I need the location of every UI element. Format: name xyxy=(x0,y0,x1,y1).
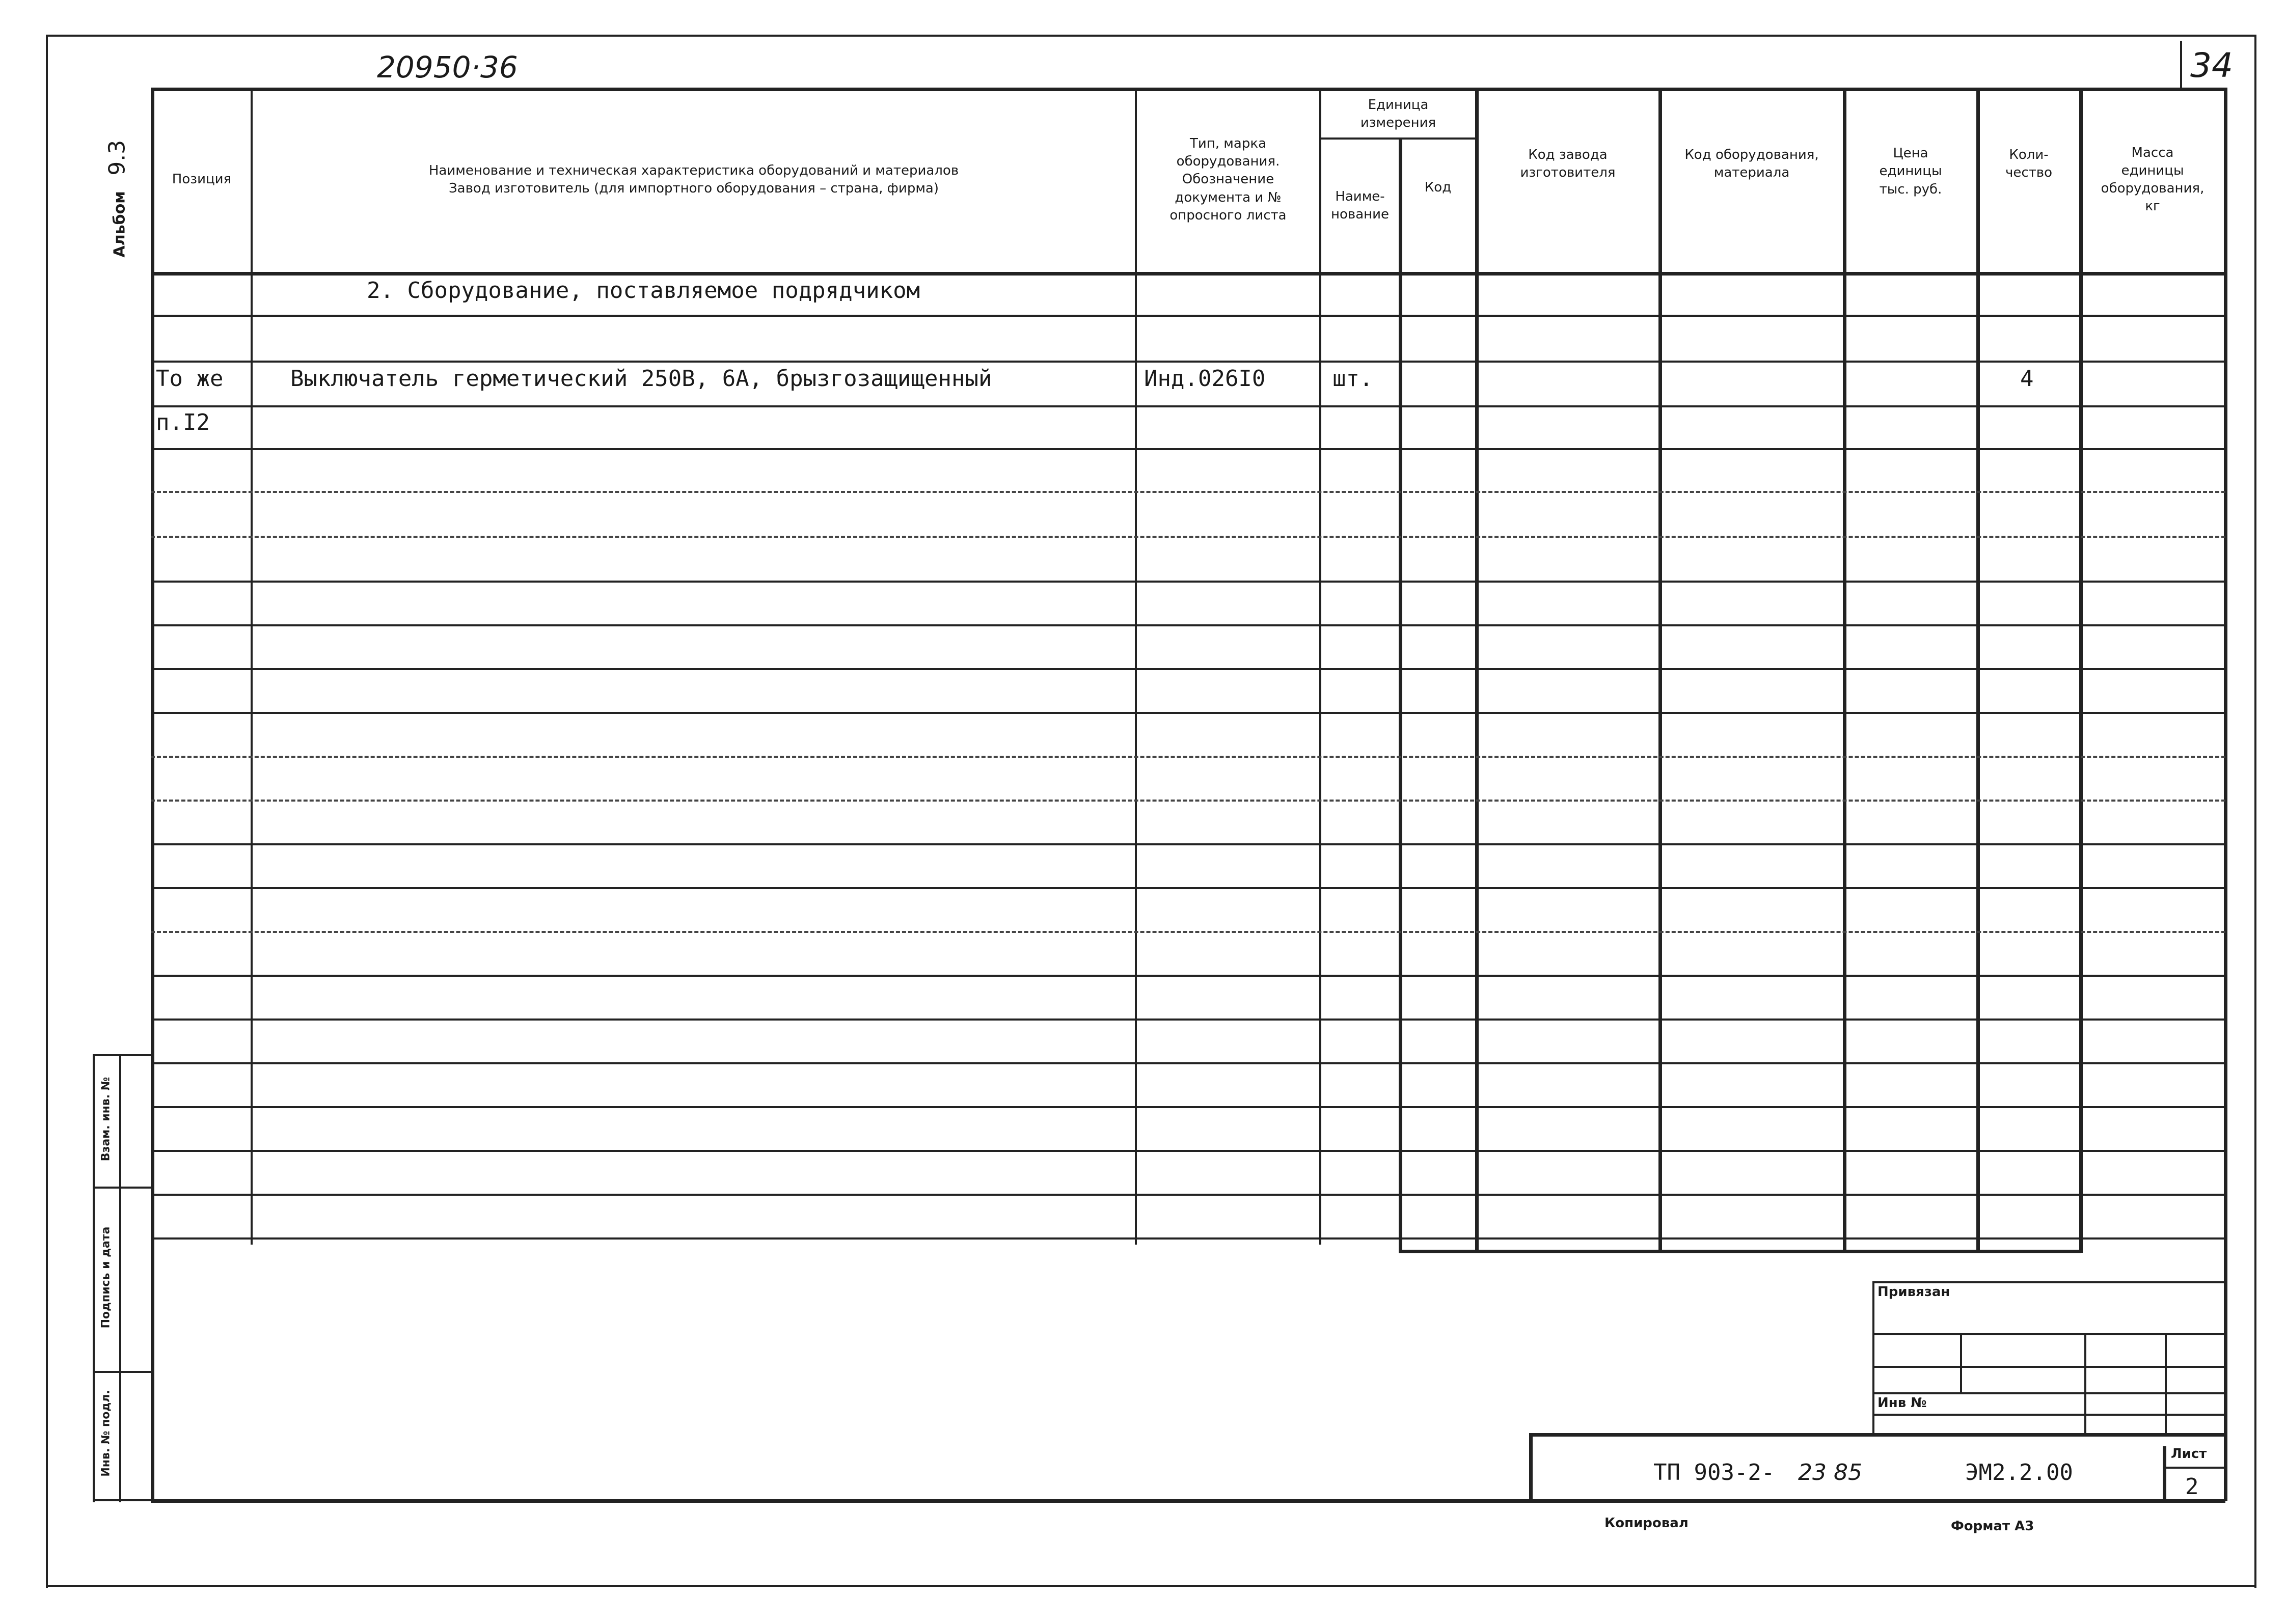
side-stamp-line xyxy=(93,1499,152,1501)
privyazan-label: Привязан xyxy=(1877,1284,1950,1300)
privyazan-line xyxy=(1872,1392,2224,1394)
format-label: Формат А3 xyxy=(1951,1519,2034,1534)
inv-no-label: Инв № xyxy=(1877,1395,1927,1411)
project-code: ТП 903-2- xyxy=(1653,1460,1775,1485)
row-line xyxy=(151,624,2225,626)
row-line xyxy=(151,800,2225,802)
side-stamp-left xyxy=(93,1054,95,1502)
outer-frame-top xyxy=(46,35,2256,37)
row-line xyxy=(151,1150,2225,1152)
outer-frame-bottom xyxy=(46,1585,2256,1587)
inner-frame-left xyxy=(151,88,154,1501)
drawing-code: ЭМ2.2.00 xyxy=(1965,1460,2073,1485)
row-position-ref: п.I2 xyxy=(156,409,210,435)
col-header-unit-name: Наиме- нование xyxy=(1330,188,1390,222)
row-line xyxy=(151,843,2225,845)
sheet-label: Лист xyxy=(2171,1446,2207,1462)
privyazan-line xyxy=(1872,1366,2224,1368)
title-block-left xyxy=(1529,1433,1533,1501)
row-line xyxy=(151,405,2225,407)
row-line xyxy=(151,668,2225,670)
privyazan-line xyxy=(1872,1333,2224,1335)
row-line xyxy=(151,448,2225,450)
row-quantity: 4 xyxy=(2020,366,2034,392)
row-line xyxy=(151,756,2225,758)
col-line-8 xyxy=(1976,88,1980,1253)
page-number: 34 xyxy=(2190,46,2233,85)
album-number: 9.3 xyxy=(104,140,130,176)
col-header-equipment-code: Код оборудования, материала xyxy=(1684,147,1819,180)
col-header-price: Цена единицы тыс. руб. xyxy=(1879,146,1942,197)
sheet-box-divider xyxy=(2163,1467,2224,1469)
row-line xyxy=(151,1194,2225,1196)
privyazan-col xyxy=(2084,1333,2086,1435)
col-header-factory-code: Код завода изготовителя xyxy=(1520,147,1616,180)
row-line xyxy=(151,536,2225,538)
title-block-top xyxy=(1529,1433,2225,1437)
copied-by-label: Копировал xyxy=(1604,1516,1689,1531)
side-stamp-line xyxy=(93,1187,152,1189)
document-number-top: 20950·36 xyxy=(377,50,518,85)
col-line-7 xyxy=(1843,88,1846,1253)
row-line xyxy=(151,1019,2225,1021)
row-line xyxy=(151,581,2225,583)
privyazan-line xyxy=(1872,1414,2224,1416)
side-stamp-inv-vzam: Взам. инв. № xyxy=(99,1077,113,1162)
section-title: 2. Сборудование, поставляемое подрядчиком xyxy=(367,278,920,304)
album-label xyxy=(104,140,130,258)
col-line-6 xyxy=(1658,88,1662,1253)
col-header-unit-code: Код xyxy=(1424,180,1452,196)
row-line xyxy=(151,1062,2225,1064)
row-line xyxy=(151,315,2225,317)
row-line xyxy=(151,361,2225,363)
col-header-unit-group: Единица измерения xyxy=(1360,97,1436,130)
row-line xyxy=(151,491,2225,493)
row-line xyxy=(151,1106,2225,1108)
row-line xyxy=(151,887,2225,889)
side-stamp-mid xyxy=(119,1054,121,1502)
sheet-box-left xyxy=(2163,1446,2166,1501)
inner-frame-bottom xyxy=(151,1499,2225,1503)
inner-frame-right xyxy=(2224,88,2227,1501)
row-name: Выключатель герметический 250В, 6А, брызгозащищенный xyxy=(290,366,992,392)
col-line-4 xyxy=(1399,137,1402,1253)
outer-frame-left xyxy=(46,35,48,1588)
privyazan-left xyxy=(1872,1281,1874,1434)
side-stamp-signature-date: Подпись и дата xyxy=(99,1226,113,1329)
sheet-number: 2 xyxy=(2185,1474,2199,1500)
side-stamp-line xyxy=(93,1371,152,1373)
row-line xyxy=(151,1237,2225,1240)
privyazan-col xyxy=(2165,1333,2167,1435)
row-line xyxy=(151,712,2225,714)
col-header-position: Позиция xyxy=(172,172,232,187)
col-header-type: Тип, марка оборудования. Обозначение документа и № опросного листа xyxy=(1169,136,1287,223)
bold-box-bottom xyxy=(1399,1250,2081,1253)
project-code-handwritten: 23 85 xyxy=(1798,1460,1862,1485)
privyazan-top xyxy=(1872,1281,2224,1283)
album-label-text: Альбом xyxy=(111,191,129,258)
col-header-mass: Масса единицы оборудования, кг xyxy=(2101,145,2205,214)
side-stamp-line xyxy=(93,1054,152,1056)
page-box-left xyxy=(2180,41,2182,88)
col-line-5 xyxy=(1475,88,1479,1253)
row-line xyxy=(151,975,2225,977)
side-stamp-inv-podl: Инв. № подл. xyxy=(99,1390,113,1477)
row-position: То же xyxy=(156,366,224,392)
row-type: Инд.026I0 xyxy=(1144,366,1266,392)
outer-frame-right xyxy=(2254,35,2256,1588)
col-header-quantity: Коли- чество xyxy=(2005,147,2053,180)
col-header-name: Наименование и техническая характеристика оборудований и материалов Завод изготовитель (для импортного оборудования – страна, фирма) xyxy=(428,162,959,196)
header-bottom-line xyxy=(151,272,2225,276)
row-line xyxy=(151,931,2225,933)
privyazan-col xyxy=(1960,1333,1962,1392)
row-unit: шт. xyxy=(1332,366,1373,392)
